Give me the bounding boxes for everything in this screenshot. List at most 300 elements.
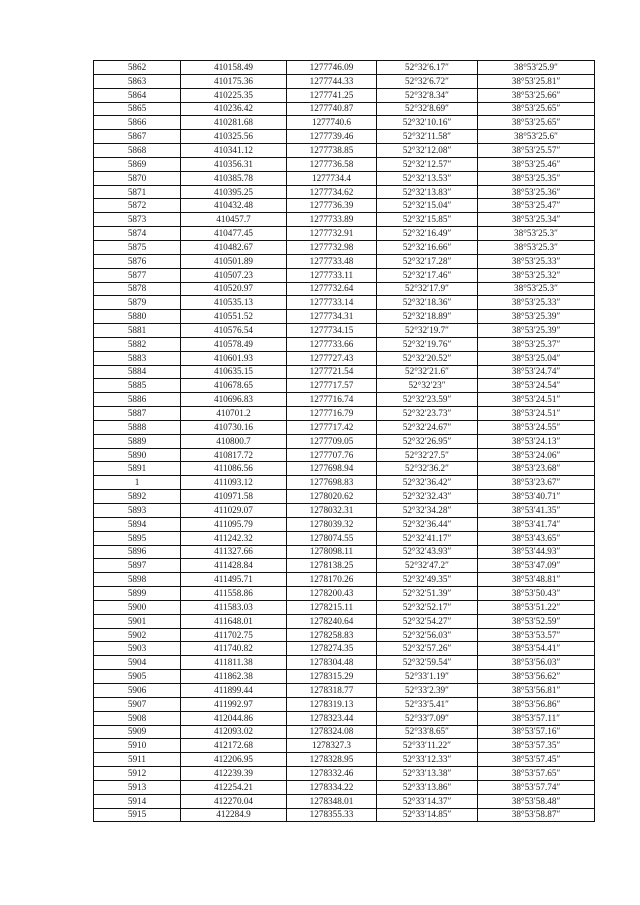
latitude-cell: 52°32′36.42″	[377, 476, 478, 490]
y-coordinate-cell: 1277717.42	[287, 420, 377, 434]
y-coordinate-cell: 1277732.64	[287, 282, 377, 296]
x-coordinate-cell: 410477.45	[181, 227, 287, 241]
x-coordinate-cell: 412270.04	[181, 794, 287, 808]
longitude-cell: 38°53′57.74″	[478, 780, 595, 794]
point-number-cell: 5910	[94, 739, 181, 753]
x-coordinate-cell: 410535.13	[181, 296, 287, 310]
point-number-cell: 5863	[94, 74, 181, 88]
x-coordinate-cell: 411095.79	[181, 517, 287, 531]
x-coordinate-cell: 412254.21	[181, 780, 287, 794]
point-number-cell: 5904	[94, 656, 181, 670]
longitude-cell: 38°53′24.51″	[478, 393, 595, 407]
table-row	[94, 310, 595, 324]
latitude-cell: 52°32′24.67″	[377, 420, 478, 434]
y-coordinate-cell: 1278355.33	[287, 808, 377, 822]
point-number-cell: 5889	[94, 434, 181, 448]
point-number-cell: 5913	[94, 780, 181, 794]
table-row	[94, 227, 595, 241]
point-number-cell: 5891	[94, 462, 181, 476]
x-coordinate-cell: 410457.7	[181, 213, 287, 227]
point-number-cell: 5898	[94, 573, 181, 587]
latitude-cell: 52°33′7.09″	[377, 711, 478, 725]
point-number-cell: 5902	[94, 628, 181, 642]
longitude-cell: 38°53′25.65″	[478, 102, 595, 116]
table-row	[94, 670, 595, 684]
latitude-cell: 52°32′16.49″	[377, 227, 478, 241]
y-coordinate-cell: 1278319.13	[287, 697, 377, 711]
longitude-cell: 38°53′24.51″	[478, 407, 595, 421]
latitude-cell: 52°33′11.22″	[377, 739, 478, 753]
table-row	[94, 74, 595, 88]
longitude-cell: 38°53′25.66″	[478, 88, 595, 102]
table-row	[94, 240, 595, 254]
point-number-cell: 5915	[94, 808, 181, 822]
x-coordinate-cell: 411093.12	[181, 476, 287, 490]
longitude-cell: 38°53′57.16″	[478, 725, 595, 739]
longitude-cell: 38°53′25.81″	[478, 74, 595, 88]
point-number-cell: 5871	[94, 185, 181, 199]
point-number-cell: 5866	[94, 116, 181, 130]
table-row	[94, 767, 595, 781]
latitude-cell: 52°32′19.7″	[377, 324, 478, 338]
y-coordinate-cell: 1277740.6	[287, 116, 377, 130]
x-coordinate-cell: 412044.86	[181, 711, 287, 725]
latitude-cell: 52°32′17.46″	[377, 268, 478, 282]
table-row	[94, 697, 595, 711]
y-coordinate-cell: 1277738.85	[287, 144, 377, 158]
latitude-cell: 52°32′20.52″	[377, 351, 478, 365]
longitude-cell: 38°53′25.65″	[478, 116, 595, 130]
x-coordinate-cell: 410507.23	[181, 268, 287, 282]
point-number-cell: 5911	[94, 753, 181, 767]
table-row	[94, 393, 595, 407]
longitude-cell: 38°53′54.41″	[478, 642, 595, 656]
latitude-cell: 52°32′12.08″	[377, 144, 478, 158]
latitude-cell: 52°32′15.85″	[377, 213, 478, 227]
y-coordinate-cell: 1278332.46	[287, 767, 377, 781]
x-coordinate-cell: 411583.03	[181, 600, 287, 614]
point-number-cell: 5870	[94, 171, 181, 185]
y-coordinate-cell: 1277733.11	[287, 268, 377, 282]
latitude-cell: 52°32′17.28″	[377, 254, 478, 268]
latitude-cell: 52°33′13.86″	[377, 780, 478, 794]
latitude-cell: 52°33′14.85″	[377, 808, 478, 822]
y-coordinate-cell: 1278240.64	[287, 614, 377, 628]
table-row	[94, 642, 595, 656]
x-coordinate-cell: 411862.38	[181, 670, 287, 684]
point-number-cell: 5883	[94, 351, 181, 365]
x-coordinate-cell: 410225.35	[181, 88, 287, 102]
y-coordinate-cell: 1278138.25	[287, 559, 377, 573]
y-coordinate-cell: 1277740.87	[287, 102, 377, 116]
y-coordinate-cell: 1278170.26	[287, 573, 377, 587]
y-coordinate-cell: 1277734.15	[287, 324, 377, 338]
y-coordinate-cell: 1278327.3	[287, 739, 377, 753]
longitude-cell: 38°53′52.59″	[478, 614, 595, 628]
longitude-cell: 38°53′56.86″	[478, 697, 595, 711]
y-coordinate-cell: 1278304.48	[287, 656, 377, 670]
point-number-cell: 5881	[94, 324, 181, 338]
table-row	[94, 434, 595, 448]
longitude-cell: 38°53′25.33″	[478, 296, 595, 310]
table-row	[94, 448, 595, 462]
latitude-cell: 52°32′26.95″	[377, 434, 478, 448]
point-number-cell: 5875	[94, 240, 181, 254]
latitude-cell: 52°32′43.93″	[377, 545, 478, 559]
latitude-cell: 52°32′23.73″	[377, 407, 478, 421]
y-coordinate-cell: 1278323.44	[287, 711, 377, 725]
x-coordinate-cell: 411648.01	[181, 614, 287, 628]
longitude-cell: 38°53′25.39″	[478, 324, 595, 338]
y-coordinate-cell: 1278318.77	[287, 683, 377, 697]
longitude-cell: 38°53′25.47″	[478, 199, 595, 213]
point-number-cell: 5886	[94, 393, 181, 407]
longitude-cell: 38°53′25.3″	[478, 227, 595, 241]
x-coordinate-cell: 411740.82	[181, 642, 287, 656]
y-coordinate-cell: 1277734.4	[287, 171, 377, 185]
table-row	[94, 351, 595, 365]
table-row	[94, 157, 595, 171]
latitude-cell: 52°32′59.54″	[377, 656, 478, 670]
y-coordinate-cell: 1278258.83	[287, 628, 377, 642]
point-number-cell: 5872	[94, 199, 181, 213]
longitude-cell: 38°53′57.11″	[478, 711, 595, 725]
x-coordinate-cell: 411086.56	[181, 462, 287, 476]
longitude-cell: 38°53′41.35″	[478, 504, 595, 518]
point-number-cell: 5892	[94, 490, 181, 504]
table-row	[94, 88, 595, 102]
latitude-cell: 52°33′12.33″	[377, 753, 478, 767]
point-number-cell: 5909	[94, 725, 181, 739]
longitude-cell: 38°53′25.34″	[478, 213, 595, 227]
x-coordinate-cell: 410601.93	[181, 351, 287, 365]
longitude-cell: 38°53′24.54″	[478, 379, 595, 393]
latitude-cell: 52°32′54.27″	[377, 614, 478, 628]
longitude-cell: 38°53′25.32″	[478, 268, 595, 282]
table-row	[94, 254, 595, 268]
point-number-cell: 5887	[94, 407, 181, 421]
point-number-cell: 5862	[94, 61, 181, 75]
table-row	[94, 794, 595, 808]
longitude-cell: 38°53′58.48″	[478, 794, 595, 808]
y-coordinate-cell: 1277736.58	[287, 157, 377, 171]
latitude-cell: 52°32′32.43″	[377, 490, 478, 504]
x-coordinate-cell: 410817.72	[181, 448, 287, 462]
x-coordinate-cell: 410678.65	[181, 379, 287, 393]
point-number-cell: 5905	[94, 670, 181, 684]
latitude-cell: 52°32′18.89″	[377, 310, 478, 324]
x-coordinate-cell: 411558.86	[181, 587, 287, 601]
x-coordinate-cell: 410730.16	[181, 420, 287, 434]
x-coordinate-cell: 412284.9	[181, 808, 287, 822]
table-row	[94, 130, 595, 144]
longitude-cell: 38°53′25.37″	[478, 337, 595, 351]
table-row	[94, 462, 595, 476]
y-coordinate-cell: 1277734.62	[287, 185, 377, 199]
y-coordinate-cell: 1277698.94	[287, 462, 377, 476]
x-coordinate-cell: 410385.78	[181, 171, 287, 185]
x-coordinate-cell: 411702.75	[181, 628, 287, 642]
table-row	[94, 753, 595, 767]
y-coordinate-cell: 1277733.89	[287, 213, 377, 227]
point-number-cell: 5874	[94, 227, 181, 241]
table-row	[94, 268, 595, 282]
y-coordinate-cell: 1277716.79	[287, 407, 377, 421]
table-row	[94, 213, 595, 227]
point-number-cell: 5893	[94, 504, 181, 518]
x-coordinate-cell: 410281.68	[181, 116, 287, 130]
x-coordinate-cell: 410175.36	[181, 74, 287, 88]
table-row	[94, 683, 595, 697]
x-coordinate-cell: 410158.49	[181, 61, 287, 75]
point-number-cell: 1	[94, 476, 181, 490]
x-coordinate-cell: 411242.32	[181, 531, 287, 545]
latitude-cell: 52°32′18.36″	[377, 296, 478, 310]
table-row	[94, 407, 595, 421]
longitude-cell: 38°53′44.93″	[478, 545, 595, 559]
longitude-cell: 38°53′25.36″	[478, 185, 595, 199]
table-row	[94, 324, 595, 338]
point-number-cell: 5914	[94, 794, 181, 808]
x-coordinate-cell: 411899.44	[181, 683, 287, 697]
longitude-cell: 38°53′57.45″	[478, 753, 595, 767]
table-row	[94, 531, 595, 545]
table-row	[94, 725, 595, 739]
table-row	[94, 780, 595, 794]
table-row	[94, 476, 595, 490]
latitude-cell: 52°32′51.39″	[377, 587, 478, 601]
coordinates-table-body	[94, 61, 595, 822]
table-row	[94, 185, 595, 199]
latitude-cell: 52°32′47.2″	[377, 559, 478, 573]
point-number-cell: 5906	[94, 683, 181, 697]
point-number-cell: 5890	[94, 448, 181, 462]
x-coordinate-cell: 410701.2	[181, 407, 287, 421]
table-row	[94, 545, 595, 559]
latitude-cell: 52°32′57.26″	[377, 642, 478, 656]
y-coordinate-cell: 1278200.43	[287, 587, 377, 601]
y-coordinate-cell: 1278039.32	[287, 517, 377, 531]
y-coordinate-cell: 1277734.31	[287, 310, 377, 324]
point-number-cell: 5897	[94, 559, 181, 573]
point-number-cell: 5894	[94, 517, 181, 531]
point-number-cell: 5888	[94, 420, 181, 434]
point-number-cell: 5878	[94, 282, 181, 296]
latitude-cell: 52°33′13.38″	[377, 767, 478, 781]
latitude-cell: 52°32′36.2″	[377, 462, 478, 476]
latitude-cell: 52°33′2.39″	[377, 683, 478, 697]
x-coordinate-cell: 410971.58	[181, 490, 287, 504]
x-coordinate-cell: 410501.89	[181, 254, 287, 268]
table-row	[94, 116, 595, 130]
y-coordinate-cell: 1277736.39	[287, 199, 377, 213]
x-coordinate-cell: 410800.7	[181, 434, 287, 448]
point-number-cell: 5880	[94, 310, 181, 324]
longitude-cell: 38°53′25.33″	[478, 254, 595, 268]
point-number-cell: 5865	[94, 102, 181, 116]
latitude-cell: 52°33′5.41″	[377, 697, 478, 711]
latitude-cell: 52°32′13.53″	[377, 171, 478, 185]
point-number-cell: 5901	[94, 614, 181, 628]
latitude-cell: 52°32′21.6″	[377, 365, 478, 379]
point-number-cell: 5877	[94, 268, 181, 282]
latitude-cell: 52°32′6.72″	[377, 74, 478, 88]
latitude-cell: 52°32′10.16″	[377, 116, 478, 130]
latitude-cell: 52°32′15.04″	[377, 199, 478, 213]
y-coordinate-cell: 1277739.46	[287, 130, 377, 144]
table-row	[94, 739, 595, 753]
x-coordinate-cell: 411428.84	[181, 559, 287, 573]
latitude-cell: 52°32′49.35″	[377, 573, 478, 587]
y-coordinate-cell: 1277707.76	[287, 448, 377, 462]
table-row	[94, 808, 595, 822]
latitude-cell: 52°32′16.66″	[377, 240, 478, 254]
point-number-cell: 5882	[94, 337, 181, 351]
longitude-cell: 38°53′57.35″	[478, 739, 595, 753]
point-number-cell: 5876	[94, 254, 181, 268]
y-coordinate-cell: 1278274.35	[287, 642, 377, 656]
longitude-cell: 38°53′25.3″	[478, 282, 595, 296]
x-coordinate-cell: 410325.56	[181, 130, 287, 144]
latitude-cell: 52°32′56.03″	[377, 628, 478, 642]
x-coordinate-cell: 410482.67	[181, 240, 287, 254]
table-row	[94, 102, 595, 116]
y-coordinate-cell: 1277717.57	[287, 379, 377, 393]
x-coordinate-cell: 411327.66	[181, 545, 287, 559]
table-row	[94, 573, 595, 587]
x-coordinate-cell: 412093.02	[181, 725, 287, 739]
x-coordinate-cell: 411029.07	[181, 504, 287, 518]
latitude-cell: 52°32′34.28″	[377, 504, 478, 518]
latitude-cell: 52°32′52.17″	[377, 600, 478, 614]
latitude-cell: 52°32′23.59″	[377, 393, 478, 407]
x-coordinate-cell: 411992.97	[181, 697, 287, 711]
x-coordinate-cell: 410356.31	[181, 157, 287, 171]
longitude-cell: 38°53′50.43″	[478, 587, 595, 601]
latitude-cell: 52°32′17.9″	[377, 282, 478, 296]
longitude-cell: 38°53′40.71″	[478, 490, 595, 504]
longitude-cell: 38°53′25.04″	[478, 351, 595, 365]
y-coordinate-cell: 1277746.09	[287, 61, 377, 75]
y-coordinate-cell: 1278348.01	[287, 794, 377, 808]
longitude-cell: 38°53′56.62″	[478, 670, 595, 684]
point-number-cell: 5869	[94, 157, 181, 171]
latitude-cell: 52°32′8.69″	[377, 102, 478, 116]
longitude-cell: 38°53′25.46″	[478, 157, 595, 171]
y-coordinate-cell: 1278074.55	[287, 531, 377, 545]
longitude-cell: 38°53′56.81″	[478, 683, 595, 697]
coordinates-table	[93, 60, 595, 822]
y-coordinate-cell: 1277741.25	[287, 88, 377, 102]
longitude-cell: 38°53′25.3″	[478, 240, 595, 254]
longitude-cell: 38°53′47.09″	[478, 559, 595, 573]
longitude-cell: 38°53′23.67″	[478, 476, 595, 490]
latitude-cell: 52°32′23″	[377, 379, 478, 393]
x-coordinate-cell: 410635.15	[181, 365, 287, 379]
point-number-cell: 5879	[94, 296, 181, 310]
longitude-cell: 38°53′57.65″	[478, 767, 595, 781]
table-row	[94, 628, 595, 642]
x-coordinate-cell: 410236.42	[181, 102, 287, 116]
latitude-cell: 52°32′27.5″	[377, 448, 478, 462]
latitude-cell: 52°32′19.76″	[377, 337, 478, 351]
x-coordinate-cell: 410551.52	[181, 310, 287, 324]
point-number-cell: 5912	[94, 767, 181, 781]
latitude-cell: 52°33′1.19″	[377, 670, 478, 684]
y-coordinate-cell: 1277732.91	[287, 227, 377, 241]
x-coordinate-cell: 411495.71	[181, 573, 287, 587]
longitude-cell: 38°53′25.39″	[478, 310, 595, 324]
longitude-cell: 38°53′41.74″	[478, 517, 595, 531]
x-coordinate-cell: 410341.12	[181, 144, 287, 158]
point-number-cell: 5895	[94, 531, 181, 545]
longitude-cell: 38°53′24.55″	[478, 420, 595, 434]
y-coordinate-cell: 1277733.48	[287, 254, 377, 268]
y-coordinate-cell: 1277733.14	[287, 296, 377, 310]
y-coordinate-cell: 1278328.95	[287, 753, 377, 767]
table-row	[94, 559, 595, 573]
y-coordinate-cell: 1278315.29	[287, 670, 377, 684]
latitude-cell: 52°33′8.65″	[377, 725, 478, 739]
longitude-cell: 38°53′43.65″	[478, 531, 595, 545]
longitude-cell: 38°53′53.57″	[478, 628, 595, 642]
table-row	[94, 656, 595, 670]
point-number-cell: 5884	[94, 365, 181, 379]
x-coordinate-cell: 410696.83	[181, 393, 287, 407]
latitude-cell: 52°32′6.17″	[377, 61, 478, 75]
latitude-cell: 52°32′41.17″	[377, 531, 478, 545]
table-row	[94, 199, 595, 213]
y-coordinate-cell: 1278032.31	[287, 504, 377, 518]
table-row	[94, 144, 595, 158]
longitude-cell: 38°53′58.87″	[478, 808, 595, 822]
table-row	[94, 504, 595, 518]
point-number-cell: 5896	[94, 545, 181, 559]
longitude-cell: 38°53′25.6″	[478, 130, 595, 144]
longitude-cell: 38°53′51.22″	[478, 600, 595, 614]
latitude-cell: 52°32′12.57″	[377, 157, 478, 171]
point-number-cell: 5868	[94, 144, 181, 158]
x-coordinate-cell: 411811.38	[181, 656, 287, 670]
x-coordinate-cell: 412172.68	[181, 739, 287, 753]
longitude-cell: 38°53′48.81″	[478, 573, 595, 587]
point-number-cell: 5873	[94, 213, 181, 227]
latitude-cell: 52°32′11.58″	[377, 130, 478, 144]
point-number-cell: 5908	[94, 711, 181, 725]
y-coordinate-cell: 1277733.66	[287, 337, 377, 351]
point-number-cell: 5907	[94, 697, 181, 711]
longitude-cell: 38°53′25.57″	[478, 144, 595, 158]
x-coordinate-cell: 410578.49	[181, 337, 287, 351]
longitude-cell: 38°53′25.9″	[478, 61, 595, 75]
latitude-cell: 52°32′8.34″	[377, 88, 478, 102]
table-row	[94, 600, 595, 614]
point-number-cell: 5899	[94, 587, 181, 601]
y-coordinate-cell: 1277716.74	[287, 393, 377, 407]
x-coordinate-cell: 412239.39	[181, 767, 287, 781]
y-coordinate-cell: 1277732.98	[287, 240, 377, 254]
longitude-cell: 38°53′56.03″	[478, 656, 595, 670]
x-coordinate-cell: 410432.48	[181, 199, 287, 213]
y-coordinate-cell: 1277721.54	[287, 365, 377, 379]
table-row	[94, 587, 595, 601]
table-row	[94, 490, 595, 504]
table-row	[94, 379, 595, 393]
x-coordinate-cell: 410395.25	[181, 185, 287, 199]
longitude-cell: 38°53′23.68″	[478, 462, 595, 476]
table-row	[94, 337, 595, 351]
longitude-cell: 38°53′24.74″	[478, 365, 595, 379]
